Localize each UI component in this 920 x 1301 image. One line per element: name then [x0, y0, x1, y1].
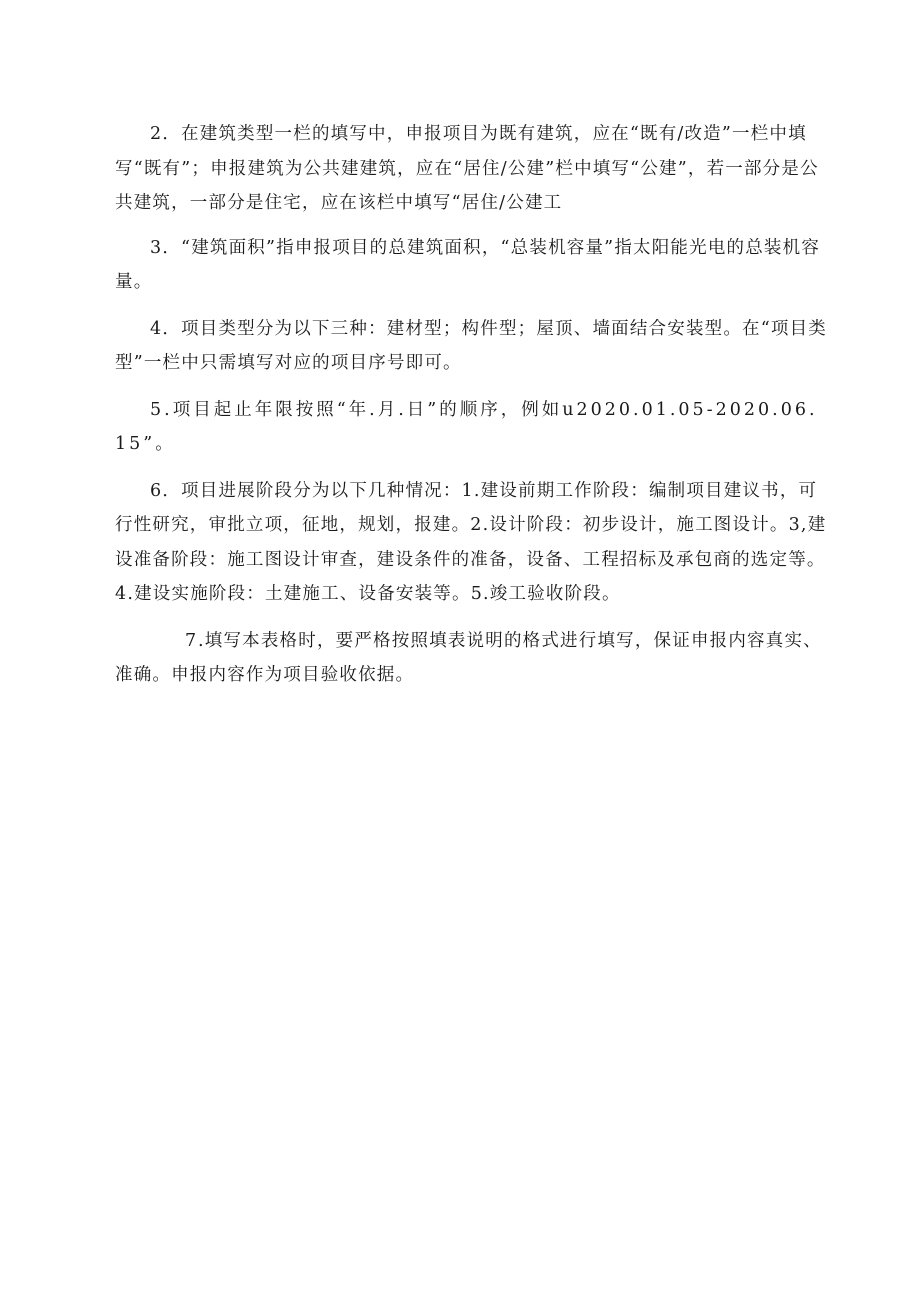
item-number: 5	[150, 399, 165, 420]
item-text: ．项目类型分为以下三种：建材型；构件型；屋顶、墙面结合安装型。在“项目类型”一栏中只需填写对应的项目序号即可。	[115, 318, 827, 373]
item-text: ．在建筑类型一栏的填写中，申报项目为既有建筑，应在“既有/改造”一栏中填写“既有”；申报建筑为公共建建筑，应在“居住/公建”栏中填写“公建”，若一部分是公共建筑，一部分是住宅，应在该栏中填写“居住/公建工	[115, 124, 819, 213]
instruction-item-2	[115, 117, 830, 221]
item-number: 2	[150, 124, 163, 144]
item-text: .项目起止年限按照“年.月.日”的顺序，例如u2020.01.05-2020.06.15”。	[115, 399, 818, 454]
item-number: 4	[150, 318, 163, 339]
item-text: ．“建筑面积”指申报项目的总建筑面积，“总装机容量”指太阳能光电的总装机容量。	[115, 237, 821, 292]
instruction-item-5	[115, 393, 830, 462]
instruction-item-4	[115, 312, 830, 381]
item-number: 3	[150, 237, 163, 258]
item-number: 6	[150, 480, 163, 501]
instruction-item-6	[115, 474, 830, 612]
item-text: ．项目进展阶段分为以下几种情况：1.建设前期工作阶段：编制项目建议书，可行性研究，审批立项，征地，规划，报建。2.设计阶段：初步设计，施工图设计。3,建设准备阶段：施工图设计审查，建设条件的准备，设备、工程招标及承包商的选定等。4.建设实施阶段：土建施工、设备安装等。5.竣工验收阶段。	[115, 480, 827, 604]
item-number: 7	[185, 630, 198, 651]
item-text: .填写本表格时，要严格按照填表说明的格式进行填写，保证申报内容真实、准确。申报内容作为项目验收依据。	[115, 630, 822, 685]
instructions-body	[115, 117, 830, 693]
instruction-item-7	[115, 624, 830, 693]
instruction-item-3	[115, 231, 830, 300]
